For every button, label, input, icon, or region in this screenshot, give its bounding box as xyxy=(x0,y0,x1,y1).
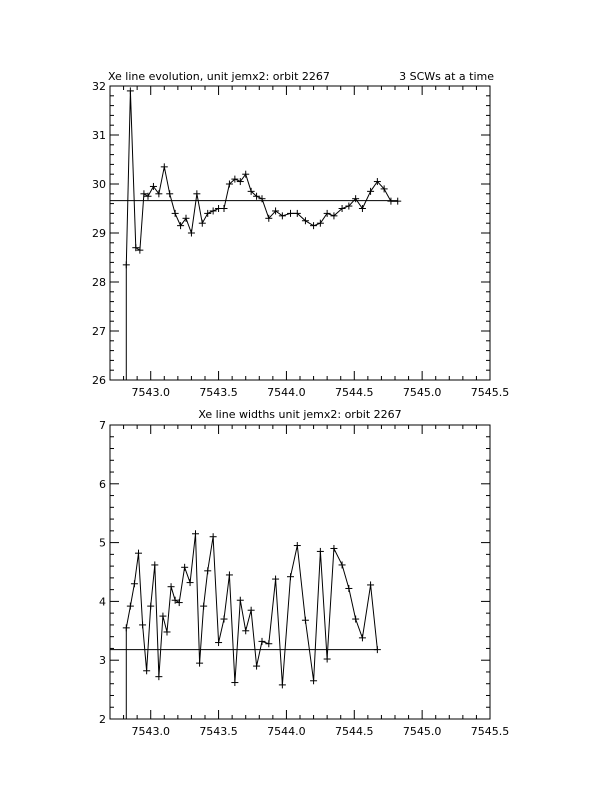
data-point xyxy=(231,679,238,686)
data-point xyxy=(143,667,150,674)
data-point xyxy=(367,581,374,588)
x-tick-label: 7543.5 xyxy=(199,386,238,399)
chart-title: Xe line widths unit jemx2: orbit 2267 xyxy=(198,408,402,421)
data-point xyxy=(193,190,200,197)
data-point xyxy=(221,205,228,212)
y-tick-label: 32 xyxy=(92,80,106,93)
x-tick-label: 7545.0 xyxy=(402,725,442,738)
data-point xyxy=(131,580,138,587)
data-point xyxy=(172,210,179,217)
data-point xyxy=(242,171,249,178)
data-point xyxy=(123,624,130,631)
x-tick-label: 7543.5 xyxy=(199,725,238,738)
panel-xe-line-widths xyxy=(99,408,509,738)
data-point xyxy=(221,616,228,623)
data-point xyxy=(265,640,272,647)
data-point xyxy=(127,603,134,610)
data-point xyxy=(200,603,207,610)
series-line xyxy=(126,534,377,685)
x-tick-label: 7545.5 xyxy=(470,725,510,738)
y-tick-label: 2 xyxy=(99,713,106,726)
data-point xyxy=(272,576,279,583)
data-point xyxy=(330,545,337,552)
y-tick-label: 31 xyxy=(92,129,106,142)
chart-subtitle: 3 SCWs at a time xyxy=(399,70,494,83)
plot-frame xyxy=(110,86,490,380)
x-tick-label: 7545.5 xyxy=(470,386,510,399)
data-point xyxy=(310,677,317,684)
y-tick-label: 29 xyxy=(92,227,106,240)
x-tick-label: 7544.5 xyxy=(335,386,374,399)
data-point xyxy=(150,183,157,190)
data-point xyxy=(187,579,194,586)
chart-title: Xe line evolution, unit jemx2: orbit 2267 xyxy=(108,70,330,83)
data-point xyxy=(248,607,255,614)
data-point xyxy=(294,542,301,549)
data-point xyxy=(159,613,166,620)
data-point xyxy=(166,190,173,197)
data-point xyxy=(215,639,222,646)
data-point xyxy=(339,561,346,568)
x-tick-label: 7544.5 xyxy=(335,725,374,738)
y-tick-label: 6 xyxy=(99,477,106,491)
data-point xyxy=(242,627,249,634)
data-point xyxy=(161,163,168,170)
data-point xyxy=(139,621,146,628)
data-point xyxy=(317,548,324,555)
data-point xyxy=(123,261,130,268)
data-point xyxy=(204,567,211,574)
data-point xyxy=(279,681,286,688)
data-point xyxy=(359,205,366,212)
data-point xyxy=(199,220,206,227)
x-tick-label: 7543.0 xyxy=(131,386,170,399)
data-point xyxy=(253,663,260,670)
series-line xyxy=(126,91,397,265)
data-point xyxy=(155,673,162,680)
y-tick-label: 5 xyxy=(99,536,106,550)
data-point xyxy=(183,215,190,222)
data-point xyxy=(345,585,352,592)
data-point xyxy=(181,564,188,571)
data-point xyxy=(226,571,233,578)
data-point xyxy=(352,616,359,623)
y-tick-label: 3 xyxy=(99,654,106,668)
data-point xyxy=(367,188,374,195)
data-point xyxy=(188,230,195,237)
panel-xe-line-evolution xyxy=(92,70,509,399)
data-point xyxy=(147,603,154,610)
data-point xyxy=(151,561,158,568)
data-point xyxy=(317,220,324,227)
data-point xyxy=(210,533,217,540)
y-tick-label: 4 xyxy=(99,595,106,609)
data-point xyxy=(394,198,401,205)
x-tick-label: 7544.0 xyxy=(267,386,306,399)
data-point xyxy=(324,656,331,663)
data-point xyxy=(324,210,331,217)
y-tick-label: 28 xyxy=(92,276,106,289)
data-point xyxy=(192,530,199,537)
data-point xyxy=(387,198,394,205)
x-tick-label: 7543.0 xyxy=(131,725,170,738)
data-point xyxy=(310,222,317,229)
data-point xyxy=(359,634,366,641)
y-tick-label: 7 xyxy=(99,419,106,432)
data-point xyxy=(164,628,171,635)
data-point xyxy=(127,87,134,94)
data-point xyxy=(135,550,142,557)
y-tick-label: 26 xyxy=(92,374,106,387)
data-point xyxy=(196,660,203,667)
data-point xyxy=(287,210,294,217)
data-point xyxy=(279,212,286,219)
x-tick-label: 7544.0 xyxy=(267,725,306,738)
data-point xyxy=(374,646,381,653)
data-point xyxy=(287,573,294,580)
y-tick-label: 27 xyxy=(92,325,106,338)
data-point xyxy=(302,617,309,624)
data-point xyxy=(155,190,162,197)
y-tick-label: 30 xyxy=(92,178,106,191)
data-point xyxy=(259,638,266,645)
data-point xyxy=(168,583,175,590)
data-point xyxy=(237,597,244,604)
x-tick-label: 7545.0 xyxy=(402,386,442,399)
